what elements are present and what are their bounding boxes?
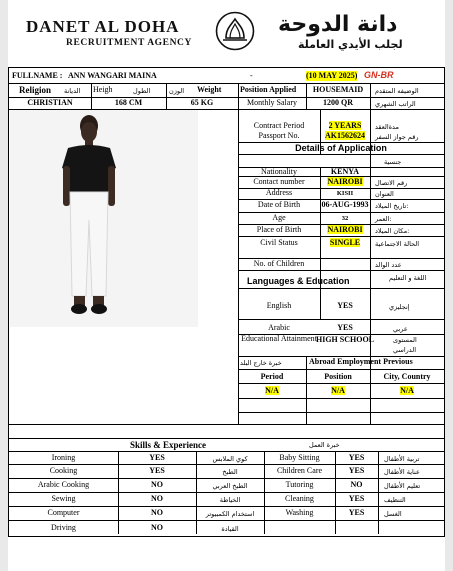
abroad-col-period: Period [260,372,284,381]
contact-label-ar: رقم الاتصال [375,179,408,187]
pob-label-ar: مكان الميلاد: [375,227,410,235]
english-label-ar: إنجليزي [389,303,410,311]
children-label: No. of Children [253,259,305,268]
civil-status-value: SINGLE [329,238,361,247]
height-label-ar: الطول [133,87,151,95]
skill-cleaning-value: YES [348,494,365,503]
fullname-label: FULLNAME : [12,71,63,80]
skills-title-ar: خبرة العمل [309,441,340,449]
nationality-value: KENYA [330,167,360,176]
skill-cleaning-ar: التنظيف [384,496,406,504]
agency-logo-icon [215,11,255,51]
pob-value: NAIROBI [327,225,363,234]
dob-label: Date of Birth [257,200,301,209]
position-label-ar: الوضيفه المتقدم [375,87,419,95]
skill-computer-label: Computer [47,508,80,517]
salary-label-ar: الراتب الشهري [375,100,416,108]
languages-title: Languages & Education [247,276,350,286]
abroad-col-position: Position [324,372,352,381]
cv-page [8,0,445,571]
skill-computer-value: NO [151,508,163,517]
skill-cleaning-label: Cleaning [285,494,314,503]
application-form [8,67,445,537]
abroad-position-value: N/A [331,386,345,395]
skill-tutoring-label: Tutoring [285,480,314,489]
address-value: KISII [336,190,354,197]
skill-arabic-cooking-value: NO [151,480,163,489]
age-value: 32 [341,215,349,222]
weight-value: 65 KG [190,98,214,107]
dob-value: 06-AUG-1993 [321,200,369,209]
company-name-en: DANET AL DOHA [26,17,180,36]
passport-value: AK1562624 [325,131,365,140]
skill-ironing-ar: كوي الملابس [212,455,248,463]
skill-arabic-cooking-ar: الطبخ العربي [212,482,248,490]
contract-period-label: Contract Period [253,121,305,130]
height-value: 168 CM [114,98,143,107]
dob-label-ar: تاريخ الميلاد: [375,202,409,210]
languages-title-ar: اللغة و التعليم [389,274,427,282]
abroad-title: Abroad Employment Previous [309,357,413,366]
height-label: Heigh [93,85,113,94]
abroad-title-ar: خبرة خارج البلد [240,359,282,367]
applicant-photo-figure-icon [10,110,198,327]
skill-cooking-ar: الطبخ [222,468,238,476]
skill-arabic-cooking-label: Arabic Cooking [37,480,90,489]
address-label: Address [265,188,293,197]
skill-baby-sitting-value: YES [348,453,365,462]
skill-driving-value: NO [151,523,163,532]
skill-ironing-value: YES [149,453,165,462]
skill-sewing-ar: الخياطة [219,496,241,504]
skill-baby-sitting-label: Baby Sitting [279,453,320,462]
company-subtitle-ar: لجلب الأيدي العاملة [298,38,403,51]
children-label-ar: عدد الوالد [375,261,402,269]
passport-label-ar: رقم جواز السفر [375,133,419,141]
fullname-value: ANN WANGARI MAINA [68,71,157,80]
arabic-label-ar: عربي [393,325,408,333]
fullname-dash: - [250,71,253,80]
passport-label: Passport No. [258,131,300,140]
address-label-ar: العنوان [375,190,394,198]
skill-driving-label: Driving [51,523,76,532]
weight-label-ar: الوزن [169,87,185,95]
company-subtitle-en: RECRUITMENT AGENCY [66,38,192,48]
pob-label: Place of Birth [256,225,302,234]
contact-value: NAIROBI [327,177,363,186]
religion-value: CHRISTIAN [27,98,73,107]
skill-tutoring-ar: تعليم الأطفال [384,482,421,490]
age-label-ar: العمر: [375,215,392,223]
skill-children-care-value: YES [348,466,365,475]
weight-label: Weight [197,85,222,94]
skill-computer-ar: استخدام الكمبيوتر [205,510,255,518]
skill-washing-value: YES [348,508,365,517]
skill-ironing-label: Ironing [51,453,76,462]
skills-title: Skills & Experience [130,440,206,450]
education-value: HIGH SCHOOL [315,335,374,344]
contract-period-label-ar: مدةالعقد [375,123,399,131]
civil-status-label-ar: الحالة الاجتماعية [375,240,420,248]
contact-label: Contact number [253,177,305,186]
civil-status-label: Civil Status [260,238,298,247]
nationality-label: Nationality [261,167,297,176]
arabic-label: Arabic [268,323,290,332]
skill-cooking-value: YES [149,466,165,475]
cv-code: GN-BR [364,70,394,80]
position-label: Position Applied [240,85,297,94]
abroad-city-value: N/A [400,386,414,395]
salary-label: Monthly Salary [247,98,297,107]
nationality-label-ar: جنسية [384,158,402,166]
arabic-value: YES [337,323,353,332]
skill-washing-ar: الغسل [384,510,402,518]
education-label-ar: المستوى الدراسي [393,336,417,354]
age-label: Age [272,213,286,222]
religion-label: Religion [19,85,52,95]
salary-value: 1200 QR [323,98,353,107]
applicant-photo [10,110,198,327]
education-label: Educational Attainment [241,334,317,343]
skill-cooking-label: Cooking [49,466,78,475]
abroad-col-city: City, Country [383,372,431,381]
skill-washing-label: Washing [285,508,314,517]
company-name-ar: دانة الدوحة [278,12,398,37]
agency-header [8,0,445,60]
skill-children-care-ar: عناية الأطفال [384,468,420,476]
skill-driving-ar: القيادة [221,525,239,533]
position-value: HOUSEMAID [312,85,364,94]
skill-baby-sitting-ar: تربية الأطفال [384,455,420,463]
english-label: English [266,301,292,310]
contract-period-value: 2 YEARS [328,121,362,130]
skill-children-care-label: Children Care [276,466,323,475]
religion-label-ar: الديانة [64,87,81,95]
skill-sewing-label: Sewing [51,494,76,503]
details-title: Details of Application [295,143,387,153]
english-value: YES [337,301,353,310]
skill-sewing-value: NO [151,494,163,503]
abroad-period-value: N/A [265,386,279,395]
cv-date: (10 MAY 2025) [306,71,358,80]
skill-tutoring-value: NO [350,480,363,489]
